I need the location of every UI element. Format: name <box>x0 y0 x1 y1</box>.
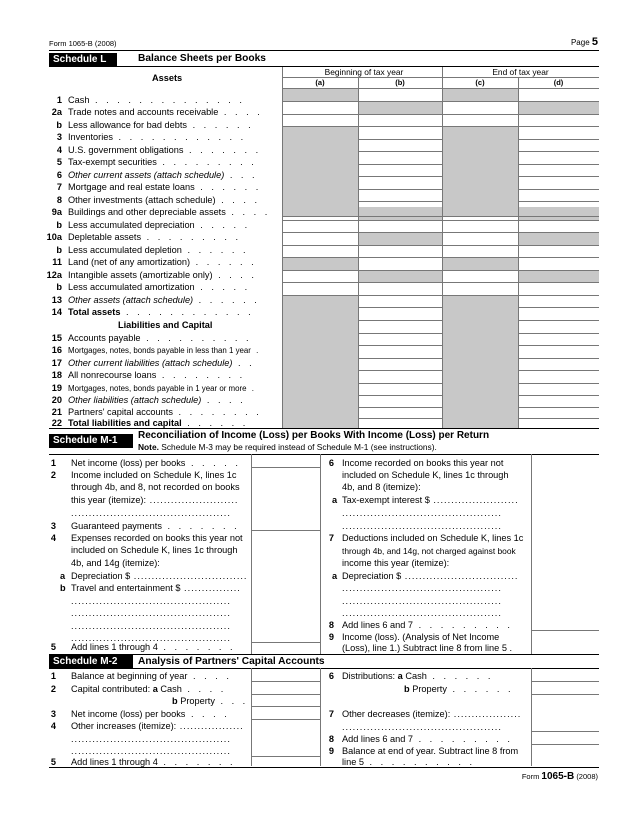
amount-box-rule <box>251 642 320 643</box>
line-number: 4 <box>50 721 56 731</box>
m1-line6-fill-2: ............................................. <box>342 521 502 531</box>
line-number: 8 <box>328 734 334 744</box>
line-number: 14 <box>51 307 62 317</box>
page-indicator <box>571 36 598 48</box>
col-d-label: (d) <box>553 78 564 87</box>
line-number: 8 <box>328 620 334 630</box>
line-label: Other liabilities (attach schedule) . . . . <box>68 395 246 405</box>
line-label: All nonrecourse loans . . . . . . . . <box>68 370 246 380</box>
row-rule <box>518 395 599 396</box>
m2-line7-label: Other decreases (itemize): ................... <box>342 709 522 719</box>
line-label: Buildings and other depreciable assets . . . . <box>68 207 271 217</box>
row-rule <box>358 395 442 396</box>
m1-line4b-letter: b <box>60 583 66 593</box>
form-reference: Form 1065-B (2008) <box>49 39 117 48</box>
line-number: 7 <box>56 182 62 192</box>
schedule-l-bottom-rule <box>49 428 599 429</box>
amount-box-rule <box>251 467 320 468</box>
line-number: 9 <box>328 746 334 756</box>
row-rule <box>518 307 599 308</box>
col-a-left-rule <box>282 67 283 428</box>
shade-d-line12a <box>518 270 599 282</box>
line-number: 4 <box>50 533 56 543</box>
m1-line5-label: Add lines 1 through 4 . . . . . . . <box>71 642 236 652</box>
shade-b-line10a <box>358 232 442 245</box>
line-number: 1 <box>56 95 62 105</box>
m2-line4-fill-2: ............................................. <box>71 746 231 756</box>
m1-line6a-label: Tax-exempt interest $ ........................ <box>342 495 519 505</box>
amount-box-rule <box>251 756 320 757</box>
line-number: 18 <box>51 370 62 380</box>
line-number: 5 <box>56 157 62 167</box>
line-number: 1 <box>50 671 56 681</box>
m2-line1-label: Balance at beginning of year . . . . <box>71 671 232 681</box>
m1-line3-label: Guaranteed payments . . . . . . . <box>71 521 240 531</box>
row-rule <box>282 220 599 221</box>
shade-c-line11 <box>442 257 518 270</box>
m1-line6-fill-1: ............................................. <box>342 508 502 518</box>
shade-b-line9a <box>358 207 442 220</box>
line-label: Total assets . . . . . . . . . . . . <box>68 307 254 317</box>
line-number: 2 <box>50 470 56 480</box>
m2-line2b-label: b Property . . . <box>172 696 249 706</box>
m2-line4-label: Other increases (itemize): .................. <box>71 721 244 731</box>
line-label: Other investments (attach schedule) . . . . <box>68 195 261 205</box>
line-label: Mortgages, notes, bonds payable in 1 year or more . <box>68 384 257 393</box>
m1-line8-label: Add lines 6 and 7 . . . . . . . . . <box>342 620 513 630</box>
amount-box-rule <box>251 694 320 695</box>
line-number: 20 <box>51 395 62 405</box>
row-rule <box>518 189 599 190</box>
shade-c-lines13-22 <box>442 295 518 428</box>
line-number: b <box>56 220 62 230</box>
m1-line6a-letter: a <box>332 495 338 505</box>
row-rule <box>518 383 599 384</box>
line-label: Less accumulated depletion . . . . . . <box>68 245 249 255</box>
line-number: 9a <box>51 207 62 217</box>
m1-line4-fill-4: ............................................. <box>71 633 231 643</box>
m1-line6-label-a: Income recorded on books this year not <box>342 458 504 468</box>
page-number: 5 <box>591 36 598 48</box>
m2-line9-label-a: Balance at end of year. Subtract line 8 from <box>342 746 519 756</box>
line-label: U.S. government obligations . . . . . . . <box>68 145 262 155</box>
amount-box-rule <box>251 719 320 720</box>
m2-line5-label: Add lines 1 through 4 . . . . . . . <box>71 757 236 767</box>
schedule-m2-tag: Schedule M-2 <box>49 655 133 669</box>
m1-line4a-letter: a <box>60 571 66 581</box>
line-label: Less allowance for bad debts . . . . . . <box>68 120 254 130</box>
line-label: Intangible assets (amortizable only) . . . . <box>68 270 257 280</box>
amount-box-rule <box>531 744 599 745</box>
line-number: 2a <box>51 107 62 117</box>
shade-d-line9a <box>518 207 599 220</box>
line-number: 22 <box>51 418 62 428</box>
m1-line7-label-c: income this year (itemize): <box>342 558 450 568</box>
m1-line2-label-b: through 4b, and 8, not recorded on books <box>71 482 240 492</box>
m1-line6-label-c: 4b, and 8 (itemize): <box>342 482 421 492</box>
m2-line6-label: Distributions: a Cash . . . . . . <box>342 671 494 681</box>
row-rule <box>358 345 442 346</box>
row-rule <box>518 176 599 177</box>
m2-line9-label-b: line 5 . . . . . . . . . . <box>342 757 476 767</box>
row-rule <box>282 126 599 127</box>
m1-line2-label-a: Income included on Schedule K, lines 1c <box>71 470 237 480</box>
line-number: 5 <box>50 757 56 767</box>
shade-c-line1 <box>442 89 518 101</box>
line-label: Mortgages, notes, bonds payable in less than 1 year . <box>68 346 262 355</box>
footer-form-label: Form <box>521 772 540 781</box>
m1-line7-fill-1: ............................................. <box>342 583 502 593</box>
line-number: 6 <box>328 671 334 681</box>
row-rule <box>282 216 599 217</box>
line-number: b <box>56 245 62 255</box>
line-number: 19 <box>51 383 62 393</box>
row-rule <box>358 358 442 359</box>
line-number: 9 <box>328 632 334 642</box>
m1-line1-label: Net income (loss) per books . . . . . <box>71 458 241 468</box>
line-number: 3 <box>56 132 62 142</box>
row-rule <box>282 114 599 115</box>
row-rule <box>358 176 442 177</box>
line-number: 5 <box>50 642 56 652</box>
col-a-label: (a) <box>315 78 325 87</box>
row-rule <box>282 270 599 271</box>
line-number: 11 <box>52 257 62 267</box>
line-label: Less accumulated amortization . . . . . <box>68 282 251 292</box>
amount-box-rule <box>531 630 599 631</box>
schedule-m2-title: Analysis of Partners' Capital Accounts <box>138 656 325 667</box>
line-number: 21 <box>51 407 62 417</box>
line-number: 3 <box>50 709 56 719</box>
line-number: 6 <box>328 458 334 468</box>
col-c-label: (c) <box>475 78 485 87</box>
line-number: 7 <box>328 709 334 719</box>
shade-a-line1 <box>282 89 358 101</box>
row-rule <box>358 383 442 384</box>
m2-line2-label: Capital contributed: a Cash . . . . <box>71 684 227 694</box>
shade-d-line10a <box>518 232 599 245</box>
row-rule <box>358 370 442 371</box>
row-rule <box>358 151 442 152</box>
schedule-m1-note: Note. Schedule M-3 may be required instead of Schedule M-1 (see instructions). <box>138 442 437 452</box>
row-rule <box>518 151 599 152</box>
line-number: 16 <box>51 345 62 355</box>
m1-line7-fill-3: ............................................. <box>342 608 502 618</box>
header-rule <box>49 50 599 51</box>
shade-a-line11 <box>282 257 358 270</box>
m1-line9-label-b: (Loss), line 1.) Subtract line 8 from line 5 . <box>342 643 513 653</box>
page-label: Page <box>570 38 590 47</box>
row-rule <box>358 407 442 408</box>
row-rule <box>358 139 442 140</box>
m1-line7-label-b: through 4b, and 14g, not charged against book <box>342 546 516 556</box>
row-rule <box>518 320 599 321</box>
row-rule <box>358 164 442 165</box>
line-number: 8 <box>56 195 62 205</box>
liabilities-heading: Liabilities and Capital <box>118 320 213 330</box>
row-rule <box>358 307 442 308</box>
amount-box-rule <box>251 681 320 682</box>
row-rule <box>518 418 599 419</box>
col-d-left-rule <box>518 78 519 428</box>
row-rule <box>282 295 599 296</box>
footer-year: (2008) <box>576 772 598 781</box>
m2-right-amount-divider <box>531 668 532 766</box>
line-label: Tax-exempt securities . . . . . . . . . <box>68 157 257 167</box>
m1-line2-label-c: this year (itemize): ......................... <box>71 495 239 505</box>
line-label: Partners' capital accounts . . . . . . . . <box>68 407 262 417</box>
shade-c-lines3-8 <box>442 126 518 216</box>
row-rule <box>282 282 599 283</box>
schedule-m2-bottom-rule <box>49 767 599 768</box>
amount-box-rule <box>531 681 599 682</box>
shade-b-line2a <box>358 101 442 114</box>
m2-line7-fill-1: ............................................. <box>342 722 502 732</box>
m1-line4a-label: Depreciation $ ................................ <box>71 571 248 581</box>
schedule-m1-tag: Schedule M-1 <box>49 434 133 448</box>
row-rule <box>358 201 442 202</box>
m1-line4-label-a: Expenses recorded on books this year not <box>71 533 243 543</box>
amount-box-rule <box>251 530 320 531</box>
m2-line8-label: Add lines 6 and 7 . . . . . . . . . <box>342 734 513 744</box>
line-label: Cash . . . . . . . . . . . . . . <box>68 95 245 105</box>
shade-a-lines3-8 <box>282 126 358 216</box>
m1-line4-label-b: included on Schedule K, lines 1c through <box>71 545 238 555</box>
row-rule <box>518 164 599 165</box>
line-label: Less accumulated depreciation . . . . . <box>68 220 251 230</box>
schedule-l-title: Balance Sheets per Books <box>138 53 266 64</box>
beginning-of-year-label: Beginning of tax year <box>324 67 404 77</box>
m1-line9-label-a: Income (loss). (Analysis of Net Income <box>342 632 500 642</box>
amount-box-rule <box>251 706 320 707</box>
schedule-m1-title: Reconciliation of Income (Loss) per Books With Income (Loss) per Return <box>138 430 490 441</box>
col-b-left-rule <box>358 78 359 428</box>
line-number: 3 <box>50 521 56 531</box>
m1-line4b-label: Travel and entertainment $ ................ <box>71 583 241 593</box>
row-rule <box>358 333 442 334</box>
end-of-year-label: End of tax year <box>492 67 549 77</box>
line-number: 17 <box>51 358 62 368</box>
m2-line6b-label: b Property . . . . . . <box>404 684 514 694</box>
amount-box-rule <box>531 694 599 695</box>
assets-heading: Assets <box>152 73 183 83</box>
line-number: 10a <box>46 232 62 242</box>
row-rule <box>518 407 599 408</box>
line-number: 2 <box>50 684 56 694</box>
m1-line4-fill-2: ............................................. <box>71 608 231 618</box>
line-label: Inventories . . . . . . . . . . . . <box>68 132 247 142</box>
row-rule <box>518 139 599 140</box>
line-number: 1 <box>50 458 56 468</box>
row-rule <box>358 418 442 419</box>
m1-line4-fill-3: ............................................. <box>71 621 231 631</box>
footer-form-ref <box>522 771 598 782</box>
shade-b-line12a <box>358 270 442 282</box>
col-c-left-rule <box>442 67 443 428</box>
m1-line6-label-b: included on Schedule K, lines 1c through <box>342 470 509 480</box>
m1-line4-label-c: 4b, and 14g (itemize): <box>71 558 160 568</box>
m1-line7a-letter: a <box>332 571 338 581</box>
m1-left-amount-divider <box>251 454 252 654</box>
line-number: b <box>56 120 62 130</box>
row-rule <box>518 370 599 371</box>
row-rule <box>282 245 599 246</box>
schedule-m1-header-rule <box>49 454 599 455</box>
row-rule <box>282 257 599 258</box>
m1-line7-fill-2: ............................................. <box>342 596 502 606</box>
line-label: Depletable assets . . . . . . . . . <box>68 232 241 242</box>
line-number: 13 <box>51 295 62 305</box>
row-rule <box>358 320 442 321</box>
line-label: Mortgage and real estate loans . . . . . . <box>68 182 262 192</box>
shade-d-line2a <box>518 101 599 114</box>
m1-line7-label-a: Deductions included on Schedule K, lines 1c <box>342 533 524 543</box>
line-number: 12a <box>46 270 62 280</box>
row-rule <box>518 333 599 334</box>
line-number: 7 <box>328 533 334 543</box>
line-label: Other current assets (attach schedule) . . . <box>68 170 258 180</box>
footer-form-number: 1065-B <box>541 771 575 782</box>
col-b-label: (b) <box>395 78 405 87</box>
line-label: Land (net of any amortization) . . . . . . <box>68 257 257 267</box>
m2-line4-fill-1: ............................................. <box>71 734 231 744</box>
line-number: b <box>56 282 62 292</box>
line-number: 15 <box>51 333 62 343</box>
schedule-m2-header-rule <box>49 668 599 669</box>
row-rule <box>518 358 599 359</box>
line-label: Other current liabilities (attach schedule) . . <box>68 358 255 368</box>
line-label: Other assets (attach schedule) . . . . . . <box>68 295 260 305</box>
line-label: Accounts payable . . . . . . . . . . <box>68 333 252 343</box>
row-rule <box>282 232 599 233</box>
row-rule <box>518 345 599 346</box>
m1-line4-fill-1: ............................................. <box>71 596 231 606</box>
line-label: Total liabilities and capital . . . . . . <box>68 418 249 428</box>
m1-line7a-label: Depreciation $ ................................ <box>342 571 519 581</box>
m1-line2-fill: ............................................. <box>71 508 231 518</box>
m2-left-amount-divider <box>251 668 252 766</box>
shade-a-lines13-22 <box>282 295 358 428</box>
amount-box-rule <box>531 731 599 732</box>
line-label: Trade notes and accounts receivable . . . . <box>68 107 263 117</box>
line-number: 4 <box>56 145 62 155</box>
m1-right-amount-divider <box>531 454 532 654</box>
row-rule <box>518 201 599 202</box>
schedule-l-tag: Schedule L <box>49 53 117 67</box>
row-rule <box>358 189 442 190</box>
row-rule <box>282 101 599 102</box>
line-number: 6 <box>56 170 62 180</box>
m2-line3-label: Net income (loss) per books . . . . <box>71 709 230 719</box>
